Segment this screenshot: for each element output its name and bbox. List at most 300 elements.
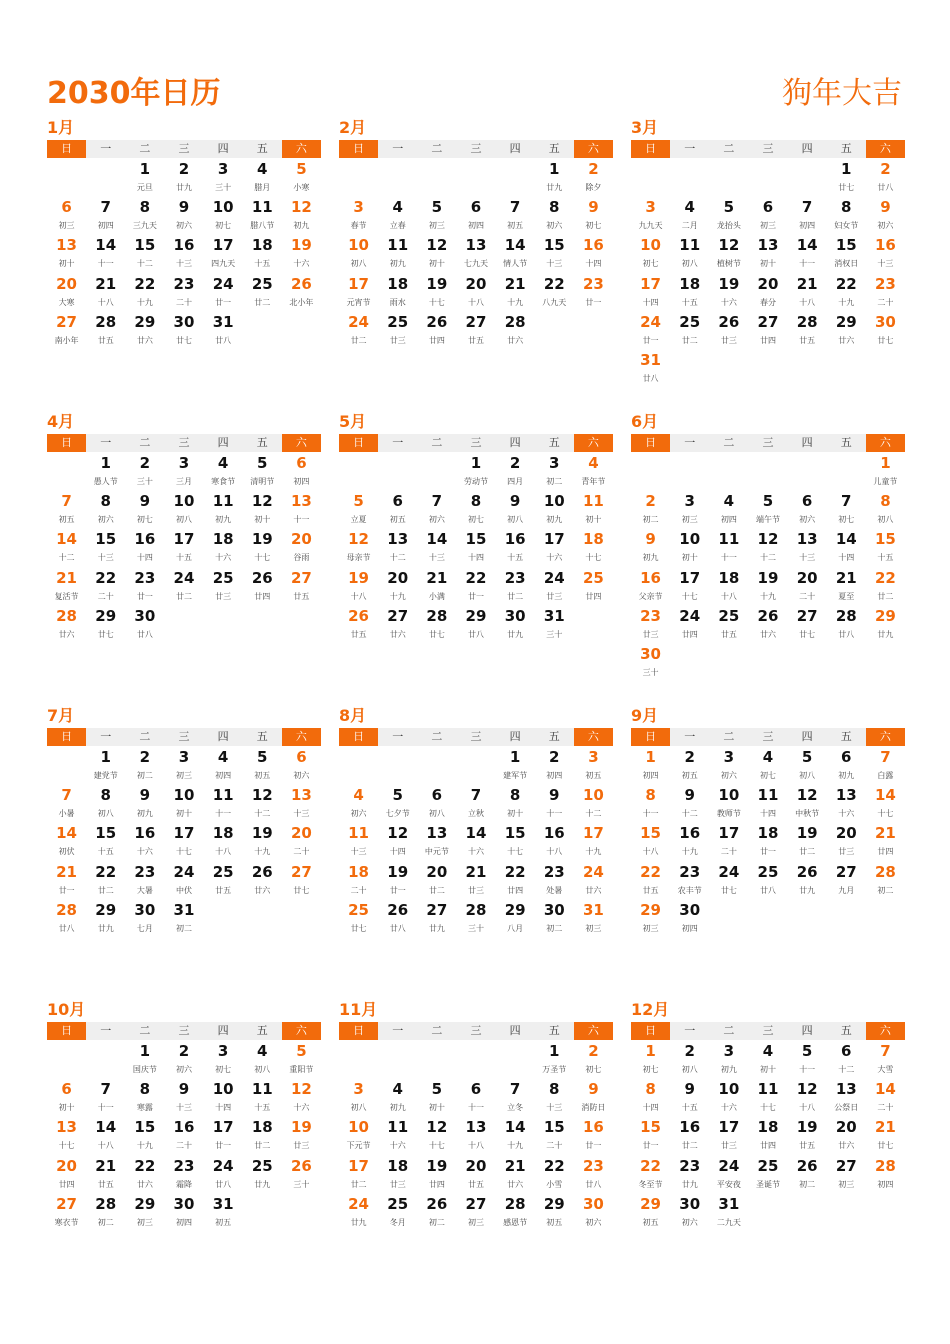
lunar-label: 廿六 — [58, 629, 75, 639]
lunar-label: 初八 — [254, 1065, 271, 1074]
lunar-label: 三十 — [136, 477, 153, 486]
lunar-label: 初六 — [293, 771, 310, 780]
day-cell — [164, 234, 203, 272]
day-cell — [496, 528, 535, 566]
day-number: 7 — [801, 198, 813, 217]
weekday-label: 五 — [827, 434, 866, 452]
day-number: 7 — [61, 786, 72, 805]
day-grid — [47, 452, 321, 643]
day-number: 15 — [134, 1118, 156, 1137]
day-number: 25 — [212, 568, 234, 587]
day-number: 28 — [56, 606, 77, 625]
lunar-label: 三十 — [467, 923, 484, 933]
day-cell — [670, 490, 709, 528]
lunar-label: 十六 — [720, 1103, 737, 1113]
day-number: 12 — [757, 530, 779, 549]
day-number: 21 — [95, 274, 117, 293]
day-cell — [243, 1040, 282, 1078]
day-cell — [788, 1116, 827, 1154]
lunar-label: 小满 — [428, 591, 445, 601]
day-number: 7 — [509, 198, 521, 217]
day-cell — [204, 1193, 243, 1231]
day-cell — [456, 452, 495, 490]
day-number: 18 — [757, 824, 779, 843]
lunar-label: 龙抬头 — [716, 221, 741, 231]
day-cell — [709, 311, 748, 349]
day-number: 22 — [640, 862, 661, 881]
day-cell — [164, 196, 203, 234]
day-cell — [574, 490, 613, 528]
lunar-label: 廿七 — [428, 629, 445, 639]
day-number: 29 — [640, 1194, 661, 1213]
lunar-label: 廿五 — [215, 885, 232, 895]
lunar-label: 南小年 — [54, 335, 79, 345]
day-number: 9 — [880, 198, 891, 217]
day-number: 27 — [387, 606, 409, 625]
lunar-label: 初八 — [507, 515, 524, 525]
lunar-label: 母亲节 — [346, 553, 371, 563]
day-number: 4 — [257, 160, 268, 178]
day-number: 16 — [679, 824, 701, 843]
day-number: 12 — [251, 786, 273, 805]
lunar-label: 立秋 — [467, 809, 484, 819]
day-number: 24 — [348, 312, 369, 331]
lunar-label: 初四 — [642, 771, 659, 780]
lunar-label: 十九 — [507, 1141, 524, 1151]
weekday-label: 五 — [827, 140, 866, 158]
day-cell — [670, 1155, 709, 1193]
lunar-label: 初二 — [877, 885, 894, 895]
day-cell — [86, 490, 125, 528]
day-number: 26 — [796, 1156, 818, 1175]
day-grid — [47, 1040, 321, 1231]
lunar-label: 初十 — [507, 809, 524, 819]
day-cell — [670, 822, 709, 860]
weekday-header — [47, 140, 321, 158]
day-number: 29 — [835, 312, 857, 331]
day-cell — [496, 822, 535, 860]
day-number: 11 — [212, 786, 234, 805]
day-number: 8 — [470, 492, 482, 511]
day-cell — [535, 158, 574, 196]
day-cell — [47, 1116, 86, 1154]
lunar-label: 十四 — [759, 809, 776, 819]
lunar-label: 儿童节 — [873, 477, 898, 486]
lunar-label: 四九天 — [211, 259, 236, 269]
lunar-label: 妇女节 — [834, 221, 859, 231]
lunar-label: 初二 — [175, 923, 192, 933]
lunar-label: 二十 — [877, 297, 894, 307]
lunar-label: 初三 — [175, 771, 192, 780]
lunar-label: 十八 — [642, 847, 659, 857]
lunar-label: 廿五 — [799, 335, 816, 345]
weekday-label: 六 — [866, 140, 905, 158]
lunar-label: 廿八 — [467, 629, 484, 639]
day-cell — [282, 273, 321, 311]
day-cell — [866, 1040, 905, 1078]
empty-cell — [788, 452, 827, 490]
lunar-label: 初六 — [97, 515, 114, 525]
day-number: 16 — [874, 236, 896, 255]
day-cell — [748, 490, 787, 528]
day-cell — [670, 1078, 709, 1116]
day-cell — [282, 1155, 321, 1193]
weekday-label: 五 — [827, 728, 866, 746]
lunar-label: 十五 — [507, 553, 524, 563]
day-cell — [47, 273, 86, 311]
day-cell — [788, 1155, 827, 1193]
month-block — [339, 118, 613, 349]
day-cell — [574, 1116, 613, 1154]
day-number: 25 — [757, 1156, 779, 1175]
lunar-label: 廿九 — [97, 923, 114, 933]
day-number: 22 — [465, 568, 487, 587]
day-number: 22 — [95, 568, 117, 587]
day-cell — [164, 784, 203, 822]
day-number: 4 — [762, 1042, 774, 1060]
day-cell — [788, 273, 827, 311]
day-number: 2 — [178, 1042, 190, 1060]
lunar-label: 十五 — [877, 553, 894, 563]
day-cell — [282, 822, 321, 860]
day-cell — [164, 1078, 203, 1116]
day-number: 30 — [874, 312, 896, 331]
lunar-label: 十六 — [720, 297, 737, 307]
lunar-label: 廿一 — [467, 591, 484, 601]
day-cell — [631, 746, 670, 784]
day-number: 31 — [212, 312, 234, 331]
day-cell — [243, 1116, 282, 1154]
weekday-label: 五 — [243, 1022, 282, 1040]
day-number: 28 — [874, 1156, 896, 1175]
day-number: 1 — [549, 1042, 560, 1060]
lunar-label: 十九 — [759, 591, 776, 601]
month-block — [339, 1000, 613, 1231]
weekday-header — [47, 728, 321, 746]
lunar-label: 十九 — [507, 297, 524, 307]
day-number: 25 — [251, 1156, 273, 1175]
day-number: 9 — [549, 786, 560, 805]
day-number: 1 — [880, 454, 891, 472]
day-grid — [631, 452, 905, 681]
day-cell — [204, 861, 243, 899]
lunar-label: 十一 — [720, 553, 737, 563]
lunar-label: 初三 — [642, 923, 659, 933]
day-number: 4 — [353, 786, 364, 805]
lunar-label: 复活节 — [54, 591, 79, 601]
day-cell — [827, 1155, 866, 1193]
day-cell — [282, 452, 321, 490]
empty-cell — [670, 452, 709, 490]
day-number: 25 — [718, 606, 740, 625]
weekday-label: 三 — [748, 140, 787, 158]
day-number: 30 — [504, 606, 526, 625]
lunar-label: 初二 — [136, 771, 153, 780]
lunar-label: 初五 — [507, 221, 524, 231]
day-number: 5 — [431, 1080, 443, 1099]
day-cell — [204, 746, 243, 784]
day-number: 21 — [504, 1156, 526, 1175]
lunar-label: 初五 — [215, 1217, 232, 1227]
day-number: 13 — [426, 824, 448, 843]
day-cell — [496, 746, 535, 784]
day-cell — [748, 746, 787, 784]
day-number: 9 — [588, 198, 599, 217]
lunar-label: 十六 — [838, 809, 855, 819]
lunar-label: 廿六 — [507, 335, 524, 345]
lunar-label: 三十 — [642, 667, 659, 677]
day-cell — [456, 311, 495, 349]
day-number: 17 — [348, 274, 369, 293]
lunar-label: 大雪 — [877, 1065, 894, 1074]
day-cell — [574, 861, 613, 899]
day-cell — [86, 1078, 125, 1116]
day-cell — [378, 567, 417, 605]
lunar-label: 九月 — [838, 885, 855, 895]
day-cell — [164, 490, 203, 528]
day-cell — [496, 311, 535, 349]
day-number: 5 — [296, 1042, 307, 1060]
day-cell — [204, 528, 243, 566]
lunar-label: 三十 — [215, 183, 232, 192]
day-cell — [86, 861, 125, 899]
day-cell — [670, 196, 709, 234]
day-cell — [535, 490, 574, 528]
lunar-label: 除夕 — [585, 183, 602, 192]
day-number: 28 — [426, 606, 448, 625]
day-cell — [827, 311, 866, 349]
day-cell — [339, 528, 378, 566]
lunar-label: 初十 — [681, 553, 698, 563]
day-cell — [378, 861, 417, 899]
month-block — [47, 118, 321, 349]
lunar-label: 初二 — [428, 1217, 445, 1227]
day-number: 21 — [95, 1156, 117, 1175]
day-number: 15 — [95, 530, 117, 549]
lunar-label: 立夏 — [350, 515, 367, 525]
day-number: 30 — [134, 606, 156, 625]
day-number: 4 — [257, 1042, 268, 1060]
lunar-label: 廿四 — [585, 591, 602, 601]
lunar-label: 十七 — [759, 1103, 776, 1113]
lunar-label: 平安夜 — [716, 1179, 741, 1189]
day-number: 24 — [212, 1156, 234, 1175]
lunar-label: 霜降 — [175, 1179, 192, 1189]
day-cell — [631, 899, 670, 937]
day-number: 4 — [723, 492, 735, 511]
day-cell — [456, 1116, 495, 1154]
day-number: 31 — [173, 900, 195, 919]
day-cell — [243, 746, 282, 784]
lunar-label: 中伏 — [175, 885, 192, 895]
day-number: 14 — [465, 824, 487, 843]
weekday-label: 日 — [631, 140, 670, 158]
day-cell — [125, 490, 164, 528]
lunar-label: 廿七 — [838, 183, 855, 192]
day-cell — [670, 899, 709, 937]
lunar-label: 廿九 — [681, 1179, 698, 1189]
day-cell — [788, 311, 827, 349]
weekday-header — [631, 434, 905, 452]
day-cell — [866, 746, 905, 784]
lunar-label: 初九 — [293, 221, 310, 231]
day-number: 23 — [582, 1156, 604, 1175]
day-number: 19 — [290, 236, 312, 255]
day-number: 18 — [582, 530, 604, 549]
day-number: 26 — [426, 312, 448, 331]
day-cell — [164, 1040, 203, 1078]
day-cell — [282, 490, 321, 528]
day-cell — [631, 1078, 670, 1116]
lunar-label: 初八 — [681, 259, 698, 269]
lunar-label: 劳动节 — [463, 477, 488, 486]
weekday-label: 一 — [86, 1022, 125, 1040]
lunar-label: 十四 — [642, 1103, 659, 1113]
weekday-label: 一 — [378, 434, 417, 452]
weekday-label: 二 — [709, 140, 748, 158]
day-number: 19 — [348, 568, 369, 587]
day-number: 18 — [212, 530, 234, 549]
lunar-label: 十八 — [720, 591, 737, 601]
day-number: 27 — [465, 1194, 487, 1213]
lunar-label: 初十 — [759, 1065, 776, 1074]
day-number: 25 — [757, 862, 779, 881]
page-title: 2030年日历 — [47, 76, 221, 111]
day-number: 17 — [348, 1156, 369, 1175]
empty-cell — [47, 746, 86, 784]
day-cell — [670, 1116, 709, 1154]
lunar-label: 廿七 — [877, 335, 894, 345]
day-cell — [378, 1155, 417, 1193]
lunar-label: 初伏 — [58, 847, 75, 857]
weekday-label: 一 — [670, 1022, 709, 1040]
lunar-label: 十九 — [136, 1141, 153, 1151]
weekday-label: 三 — [456, 728, 495, 746]
day-number: 20 — [56, 274, 77, 293]
lunar-label: 十一 — [799, 1065, 816, 1074]
weekday-header — [631, 1022, 905, 1040]
day-number: 3 — [684, 492, 695, 511]
lunar-label: 十三 — [877, 259, 894, 269]
lunar-label: 初六 — [720, 771, 737, 780]
lunar-label: 七九天 — [463, 259, 488, 269]
day-cell — [866, 861, 905, 899]
day-cell — [788, 567, 827, 605]
day-number: 6 — [61, 198, 72, 217]
day-number: 21 — [874, 824, 896, 843]
day-cell — [574, 452, 613, 490]
day-number: 1 — [139, 1042, 151, 1060]
day-cell — [204, 273, 243, 311]
day-cell — [827, 1040, 866, 1078]
weekday-label: 五 — [535, 140, 574, 158]
lunar-label: 十七 — [175, 847, 192, 857]
lunar-label: 初六 — [350, 809, 367, 819]
day-cell — [164, 452, 203, 490]
weekday-label: 日 — [631, 1022, 670, 1040]
day-cell — [709, 490, 748, 528]
day-number: 6 — [801, 492, 813, 511]
day-cell — [243, 196, 282, 234]
day-number: 27 — [835, 862, 857, 881]
day-cell — [47, 861, 86, 899]
weekday-label: 一 — [670, 140, 709, 158]
day-cell — [125, 822, 164, 860]
lunar-label: 初七 — [215, 1065, 232, 1074]
day-number: 9 — [684, 1080, 695, 1099]
day-number: 13 — [465, 236, 487, 255]
day-cell — [535, 567, 574, 605]
day-number: 11 — [251, 1080, 273, 1099]
day-cell — [535, 1116, 574, 1154]
day-number: 27 — [56, 1194, 77, 1213]
day-cell — [243, 1155, 282, 1193]
day-number: 19 — [796, 824, 818, 843]
day-cell — [204, 1155, 243, 1193]
lunar-label: 廿三 — [546, 591, 563, 601]
day-cell — [86, 273, 125, 311]
day-number: 8 — [549, 1080, 560, 1099]
day-cell — [417, 784, 456, 822]
day-number: 10 — [348, 1118, 369, 1137]
lunar-label: 廿三 — [720, 1141, 737, 1151]
day-number: 14 — [874, 786, 896, 805]
day-cell — [243, 234, 282, 272]
day-number: 26 — [718, 312, 740, 331]
day-number: 30 — [679, 1194, 701, 1213]
day-cell — [339, 311, 378, 349]
day-number: 23 — [679, 1156, 701, 1175]
day-number: 18 — [387, 1156, 409, 1175]
lunar-label: 初十 — [58, 259, 75, 269]
day-number: 20 — [56, 1156, 77, 1175]
day-cell — [417, 490, 456, 528]
day-number: 3 — [353, 1080, 364, 1099]
weekday-label: 四 — [788, 434, 827, 452]
lunar-label: 十一 — [642, 809, 659, 819]
day-number: 27 — [835, 1156, 857, 1175]
weekday-label: 五 — [243, 728, 282, 746]
day-cell — [378, 311, 417, 349]
day-cell — [535, 899, 574, 937]
day-number: 18 — [251, 236, 273, 255]
empty-cell — [417, 452, 456, 490]
day-cell — [574, 899, 613, 937]
lunar-label: 九九天 — [638, 221, 663, 231]
lunar-label: 初七 — [585, 1065, 602, 1074]
day-number: 26 — [757, 606, 779, 625]
lunar-label: 十一 — [215, 809, 232, 819]
day-number: 5 — [392, 786, 403, 805]
day-cell — [86, 1193, 125, 1231]
day-cell — [339, 234, 378, 272]
weekday-label: 日 — [631, 434, 670, 452]
lunar-label: 初三 — [58, 221, 75, 231]
lunar-label: 圣诞节 — [755, 1179, 780, 1189]
day-number: 3 — [353, 198, 364, 217]
lunar-label: 初六 — [799, 515, 816, 525]
lunar-label: 初十 — [585, 515, 602, 525]
day-number: 14 — [56, 824, 77, 843]
weekday-header — [339, 434, 613, 452]
day-number: 11 — [679, 236, 701, 255]
day-cell — [86, 1116, 125, 1154]
lunar-label: 雨水 — [389, 297, 406, 307]
lunar-label: 廿七 — [293, 885, 310, 895]
lunar-label: 寒衣节 — [54, 1217, 79, 1227]
day-cell — [631, 1193, 670, 1231]
day-cell — [125, 1116, 164, 1154]
